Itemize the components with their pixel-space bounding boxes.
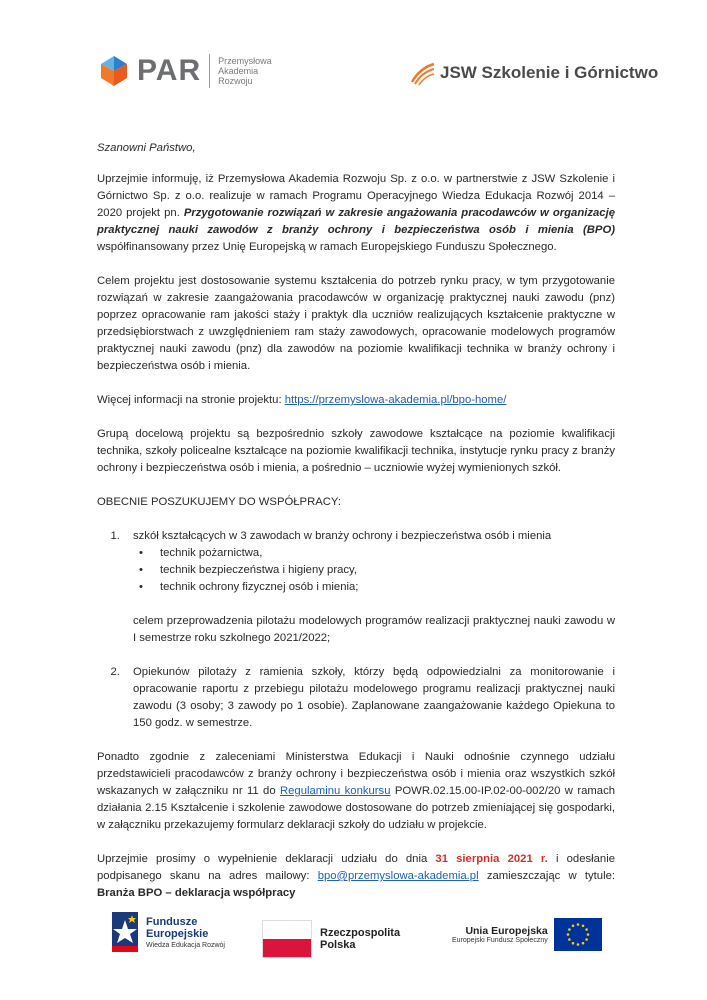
letterhead — [0, 50, 707, 100]
poland-line: Rzeczpospolita — [320, 927, 401, 939]
eu-text — [452, 925, 548, 944]
par-divider — [209, 54, 210, 88]
eu-stars-icon — [554, 918, 602, 951]
profession-item: • technik pożarnictwa, — [139, 545, 615, 562]
poland-logo — [262, 920, 400, 958]
more-info-text: Więcej informacji na stronie projektu: — [97, 394, 285, 406]
letter-body — [97, 140, 615, 919]
par-logo-icon — [97, 54, 131, 88]
funds-line: Fundusze — [146, 915, 198, 928]
funding-footer — [0, 906, 707, 966]
paragraph-intro — [97, 171, 615, 256]
eu-fund: Europejski Fundusz Społeczny — [452, 937, 548, 944]
par-subtitle — [218, 56, 272, 86]
jsw-logo — [410, 60, 658, 86]
list-item-text: 1. szkół kształcących w 3 zawodach w branży ochrony i bezpieczeństwa osób i mienia — [133, 530, 552, 542]
paragraph-ministry — [97, 749, 615, 834]
intro-text: Uprzejmie informuję, iż Przemysłowa Akademia Rozwoju Sp. z o.o. w partnerstwie z JSW Szkolenie i Górnictwo Sp. z o.o. realizuje w ramach Programu Operacyjnego Wiedza Edukacja Rozwój 2014 – 2020 projekt pn. — [97, 173, 615, 219]
funds-star-icon — [112, 912, 140, 952]
funds-line: Europejskie — [146, 927, 209, 940]
par-wordmark: PAR — [137, 54, 202, 87]
poland-line: Polska — [320, 939, 356, 951]
eu-logo — [452, 918, 602, 951]
par-sub-line: Rozwoju — [218, 76, 253, 86]
intro-text-end: współfinansowany przez Unię Europejską w ramach Europejskiego Funduszu Społecznego. — [97, 241, 557, 253]
paragraph-more-info — [97, 392, 615, 409]
funds-text — [146, 916, 225, 949]
paragraph-target-group: Grupą docelową projektu są bezpośrednio szkoły zawodowe kształcące na poziomie kwalifikacji technika, szkoły policealne kształcące na poziomie kwalifikacji technika, instytucje rynku pracy z branży ochrony i bezpieczeństwa osób i mienia, a pośrednio – uczniowie wyżej wymienionych szkół. — [97, 428, 615, 474]
cooperation-list — [97, 528, 615, 732]
list-item: 2. Opiekunów pilotaży z ramienia szkoły, którzy będą odpowiedzialni za monitorowanie i opracowanie raportu z przebiegu pilotażu modelowego programu realizacji praktycznej nauki zawodu (3 osoby; 3 zawody po 1 osobie). Zaplanowane zaangażowanie każdego Opiekuna to 150 godz. w semestrze. — [123, 664, 615, 732]
paragraph-request — [97, 851, 615, 902]
eu-funds-logo — [112, 912, 225, 952]
regulations-link[interactable]: Regulaminu konkursu — [279, 785, 391, 797]
profession-list — [133, 545, 615, 596]
project-website-link[interactable]: https://przemyslowa-akademia.pl/bpo-home/ — [284, 394, 507, 406]
project-title: Przygotowanie rozwiązań w zakresie angażowania pracodawców w organizację praktycznej nauki zawodów z branży ochrony i bezpieczeństwa osób i mienia (BPO) — [97, 207, 615, 236]
jsw-logo-icon — [410, 60, 436, 86]
poland-text — [320, 927, 400, 951]
ministry-text: Ponadto zgodnie z zaleceniami Ministerstwa Edukacji i Nauki odnośnie czynnego udziału przedstawicieli pracodawców z branży ochrony i bezpieczeństwa osób i mienia oraz wszystkich szkół wskazanych w załączniku nr 11 do — [97, 751, 615, 797]
section-heading: OBECNIE POSZUKUJEMY DO WSPÓŁPRACY: — [97, 496, 341, 508]
poland-flag-icon — [262, 920, 312, 958]
deadline-date: 31 sierpnia 2021 r. — [435, 853, 548, 865]
eu-name: Unia Europejska — [465, 925, 548, 937]
request-text-mid: i odesłanie podpisanego skanu na adres mailowy: — [97, 853, 615, 882]
par-sub-line: Akademia — [218, 66, 259, 76]
greeting: Szanowni Państwo, — [97, 142, 196, 154]
profession-item: • technik ochrony fizycznej osób i mienia; — [139, 579, 615, 596]
request-text-end: zamieszczając w tytule: — [478, 870, 615, 882]
par-logo — [97, 54, 272, 88]
profession-item: • technik bezpieczeństwa i higieny pracy, — [139, 562, 615, 579]
paragraph-goal: Celem projektu jest dostosowanie systemu kształcenia do potrzeb rynku pracy, w tym przygotowanie rozwiązań w zakresie zaangażowania pracodawców w organizację praktycznej nauki zawodu (pnz) poprzez opracowanie ram jakości staży i praktyk dla uczniów realizujących kształcenie praktyczne w przedsiębiorstwach z uwzględnieniem ram staży zawodowych, opracowanie modelowych programów praktycznej nauki zawodu (pnz) dla zawodów na poziomie kwalifikacji technika w branży ochrony i bezpieczeństwa osób i mienia. — [97, 275, 615, 372]
eu-flag-icon — [554, 918, 602, 951]
jsw-wordmark: JSW Szkolenie i Górnictwo — [440, 63, 659, 82]
funds-program: Wiedza Edukacja Rozwój — [146, 941, 225, 949]
email-subject: Branża BPO – deklaracja współpracy — [97, 887, 296, 899]
list-item-purpose: celem przeprowadzenia pilotażu modelowych programów realizacji praktycznej nauki zawodu w I semestrze roku szkolnego 2021/2022; — [133, 615, 615, 644]
par-sub-line: Przemysłowa — [218, 56, 272, 66]
list-item — [123, 528, 615, 647]
email-link[interactable]: bpo@przemyslowa-akademia.pl — [317, 870, 479, 882]
request-text: Uprzejmie prosimy o wypełnienie deklaracji udziału do dnia — [97, 853, 436, 865]
ministry-text-end: POWR.02.15.00-IP.02-00-002/20 w ramach działania 2.15 Kształcenie i szkolenie zawodowe dostosowane do potrzeb zmieniającej się gospodarki, w załączniku przekazujemy formularz deklaracji szkoły do udziału w projekcie. — [97, 785, 615, 831]
